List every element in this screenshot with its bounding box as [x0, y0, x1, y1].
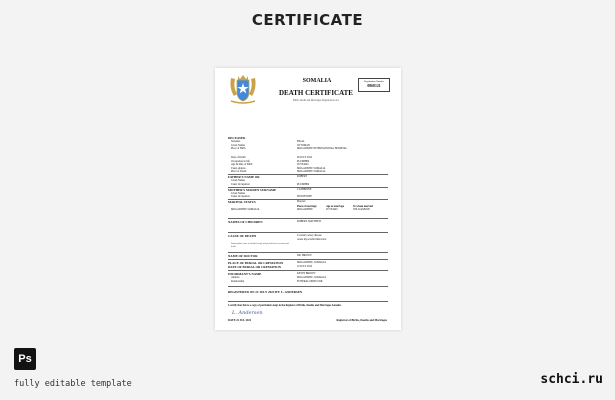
mother-value: HOUSEWIFE: [297, 195, 312, 198]
divider: [228, 286, 388, 287]
doctor-value: DR. BROWN: [297, 254, 312, 257]
mother-value: CATHERINE: [297, 187, 312, 191]
deceased-value: MOGADISHU SOMALIA: [297, 170, 326, 173]
marital-col-place: Place of marriage: [297, 204, 317, 208]
certificate-document: [215, 68, 401, 330]
children-value: ROBERT, MATTHEW: [297, 220, 322, 223]
registration-box: [358, 78, 390, 92]
marital-row-age: 26 YEARS: [326, 208, 338, 211]
deceased-value: OTTOMAN: [297, 143, 310, 147]
site-watermark: schci.ru: [540, 372, 603, 387]
informant-value: KEVIN BROWN: [297, 272, 316, 275]
informant-value: FUNERAL DIRECTOR: [297, 279, 323, 283]
informant-value: MOGADISHU, SOMALIA: [297, 276, 326, 279]
section-burial-date: DATE OF BURIAL OR CREMATION: [228, 265, 282, 269]
deceased-value: MOGADISHU SOMALIA: [297, 166, 326, 170]
section-doctor: NAME OF DOCTOR: [228, 254, 258, 258]
registration-number: 0868121: [367, 84, 381, 88]
registered-line: REGISTERED ON 22 JULY 2022 BY: L. ANDERSEN: [228, 290, 303, 294]
section-children: NAMES OF CHILDREN: [228, 220, 263, 224]
burial-place-value: MOGADISHU, SOMALIA: [297, 261, 326, 264]
photoshop-icon: Ps: [14, 348, 36, 370]
page-title: CERTIFICATE: [251, 11, 364, 29]
section-burial-place: PLACE OF BURIAL OR CREMATION: [228, 261, 284, 265]
divider: [228, 259, 388, 260]
section-marital: MARITAL STATUS: [228, 200, 256, 204]
father-label: Given Names: [231, 179, 246, 182]
deceased-label: Occupation in life: [231, 159, 250, 163]
certification-statement: I certify that this is a copy of particulars kept in the Register of Births, Deaths and Marriages Somalia.: [228, 304, 342, 307]
section-cause: CAUSE OF DEATH: [228, 234, 256, 238]
informant-label: Relationship: [231, 279, 245, 283]
deceased-label: Surname: [231, 140, 241, 143]
cause-value: Coronary artery disease: [297, 234, 322, 237]
deceased-label: Place of Birth: [231, 147, 246, 150]
marital-row-label: MOGADISHU SOMALIA: [231, 208, 260, 211]
deceased-value: PLUMBER: [297, 159, 310, 163]
deceased-label: Usual address: [231, 166, 246, 170]
cause-note: Intermediate cause of death (if any) and period between onset and death: [231, 243, 289, 248]
father-value: ROBERT: [297, 175, 308, 178]
mother-label: Usual Occupation: [231, 195, 250, 198]
marital-col-age: Age at marriage: [326, 204, 345, 208]
deceased-label: Place of Death: [231, 170, 247, 173]
registrar-signature: L. Andersen: [232, 310, 263, 316]
deceased-value: BILAL: [297, 140, 305, 143]
registrar-title: Registrar of Births, Deaths and Marriages: [336, 319, 387, 322]
deceased-value: 46 YEARS: [297, 163, 309, 166]
cause-value: Acute myocardial infarction: [297, 237, 327, 241]
certificate-subtitle: Birth, Death and Marriages Registration Act: [293, 99, 339, 102]
certificate-country: SOMALIA: [302, 78, 332, 84]
section-informant: INFORMANT'S NAME: [228, 272, 262, 276]
divider: [228, 301, 388, 302]
deceased-value: MOGADISHU INTERNATIONAL HOSPITAL: [297, 147, 348, 150]
section-deceased: DECEASED: [228, 136, 246, 140]
section-mother: MOTHER'S MAIDEN SURNAME: [228, 187, 277, 192]
registration-label: Registration Number: [363, 80, 385, 83]
father-label: Usual Occupation: [231, 182, 250, 186]
divider: [228, 218, 388, 219]
template-caption: fully editable template: [14, 379, 132, 389]
deceased-value: 06 JULY 2022: [297, 156, 313, 159]
divider: [228, 252, 388, 253]
burial-date-value: 10 JULY 2022: [297, 265, 313, 268]
certificate-title: DEATH CERTIFICATE: [279, 89, 353, 97]
marital-status-value: Married: [297, 200, 306, 203]
marital-row-spouse: WILLIAMSON: [353, 208, 370, 211]
divider: [228, 232, 388, 233]
deceased-label: Age & Date of Birth: [231, 163, 253, 166]
deceased-label: Date of Death: [231, 156, 246, 159]
coat-of-arms-icon: [225, 72, 261, 106]
marital-row-place: MOGADISHU: [297, 208, 313, 211]
divider: [228, 270, 388, 271]
deceased-label: Given Names: [231, 143, 246, 147]
mother-label: Given Names: [231, 191, 246, 195]
section-father: FATHER'S NAME OR: [228, 175, 260, 179]
informant-label: Address: [231, 276, 240, 279]
issue-date: DATE 22 JUL 2022: [228, 319, 252, 322]
father-value: PLUMBER: [297, 182, 310, 186]
marital-col-spouse: To whom married: [353, 204, 373, 208]
